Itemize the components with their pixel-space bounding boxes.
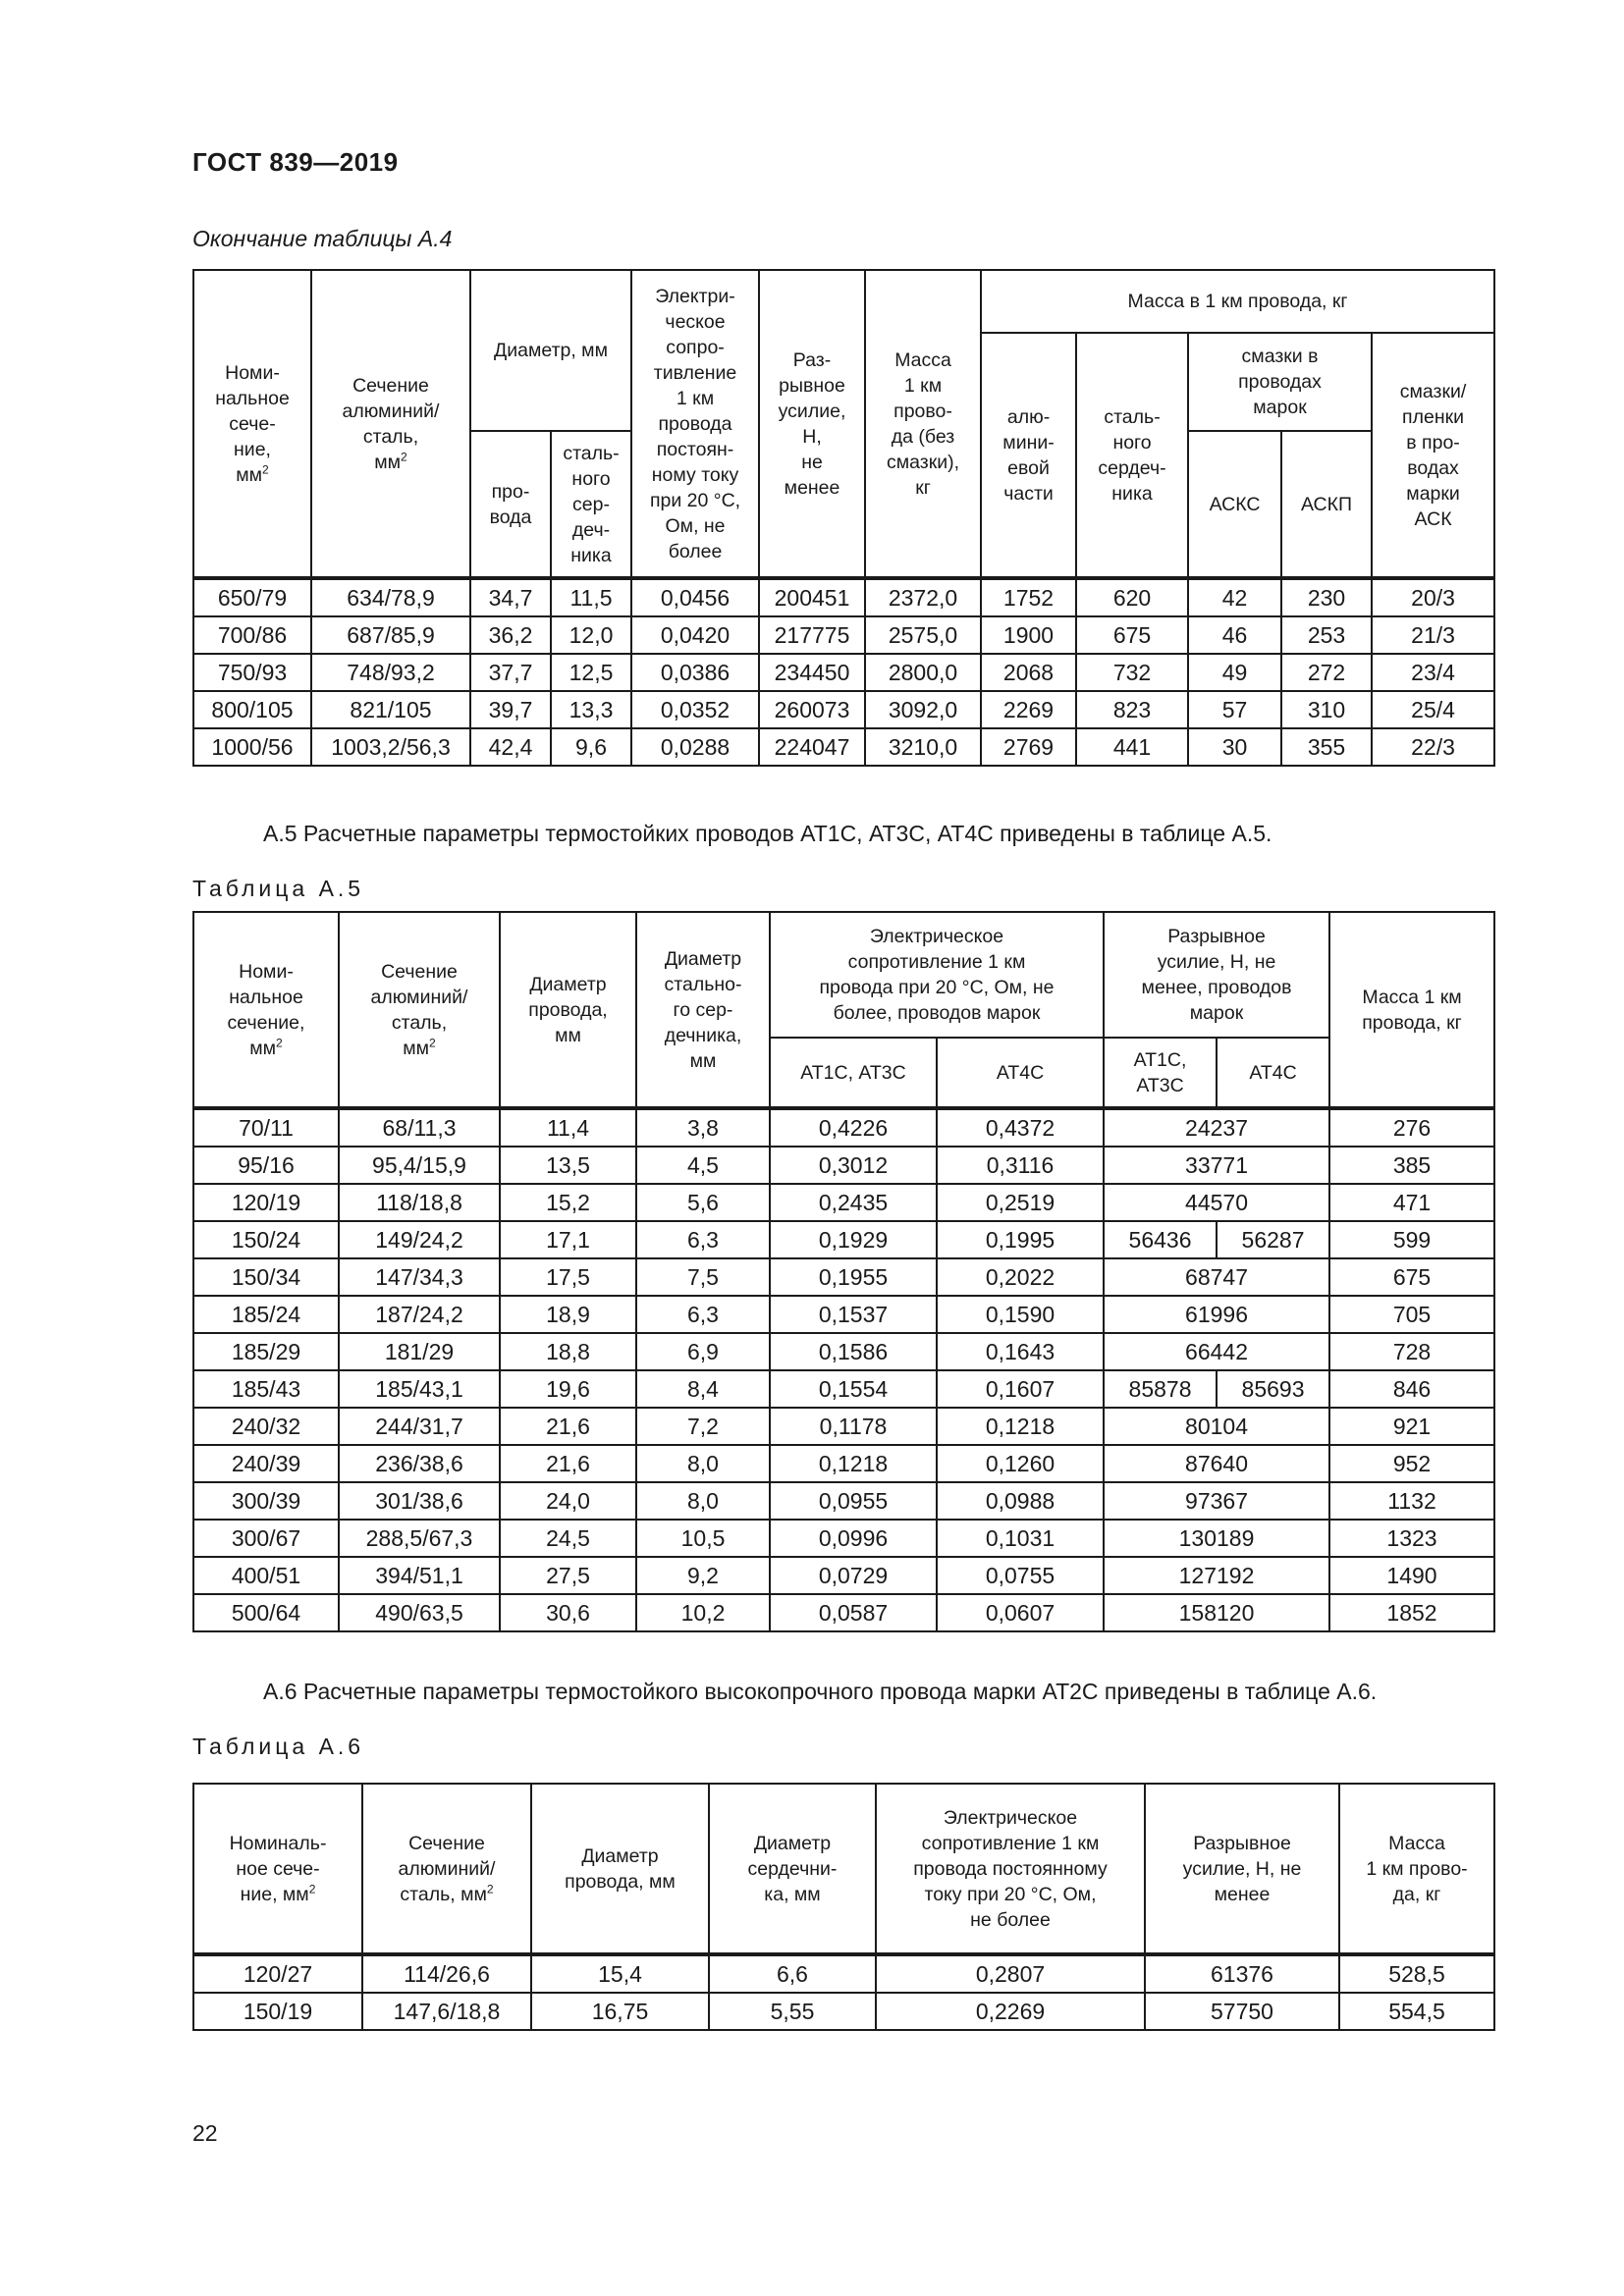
header-mass-steel-core: сталь- ного сердеч- ника xyxy=(1076,333,1188,578)
table-row xyxy=(193,578,1494,616)
table-cell: 921 xyxy=(1329,1408,1494,1445)
table-cell: 4,5 xyxy=(636,1147,770,1184)
table-cell: 0,3116 xyxy=(937,1147,1104,1184)
table-continuation-caption: Окончание таблицы А.4 xyxy=(192,226,453,251)
table-cell: 230 xyxy=(1281,578,1372,616)
table-cell: 185/43,1 xyxy=(339,1370,500,1408)
header-resistance-at4c: АТ4С xyxy=(937,1038,1104,1108)
table-row xyxy=(193,1594,1494,1631)
paragraph-a5: А.5 Расчетные параметры термостойких проводов АТ1С, АТ3С, АТ4С приведены в таблице А.5. xyxy=(263,821,1272,846)
table-cell: 150/24 xyxy=(193,1221,339,1258)
table-cell: 44570 xyxy=(1104,1184,1329,1221)
table-cell: 6,6 xyxy=(709,1954,876,1993)
table-cell: 0,1218 xyxy=(770,1445,937,1482)
table-cell: 1490 xyxy=(1329,1557,1494,1594)
table-cell: 800/105 xyxy=(193,691,311,728)
table-cell: 11,4 xyxy=(500,1108,636,1147)
table-cell: 300/67 xyxy=(193,1520,339,1557)
table-cell: 185/24 xyxy=(193,1296,339,1333)
table-cell: 224047 xyxy=(759,728,865,766)
table-cell: 240/39 xyxy=(193,1445,339,1482)
header-resistance: Электри- ческое сопро- тивление 1 км провода постоян- ному току при 20 °С, Ом, не более xyxy=(631,270,759,578)
table-cell: 18,9 xyxy=(500,1296,636,1333)
table-cell: 400/51 xyxy=(193,1557,339,1594)
table-cell: 68/11,3 xyxy=(339,1108,500,1147)
table-cell: 385 xyxy=(1329,1147,1494,1184)
header-diameter-core: сталь- ного сер- деч- ника xyxy=(551,431,631,578)
table-cell: 705 xyxy=(1329,1296,1494,1333)
header-grease-asks: АСКС xyxy=(1188,431,1281,578)
header-diameter-wire: Диаметр провода, мм xyxy=(500,912,636,1108)
table-cell: 620 xyxy=(1076,578,1188,616)
header-diameter-wire: Диаметр провода, мм xyxy=(531,1784,709,1954)
table-cell: 732 xyxy=(1076,654,1188,691)
table-cell: 13,5 xyxy=(500,1147,636,1184)
table-cell: 750/93 xyxy=(193,654,311,691)
page-number: 22 xyxy=(192,2120,218,2146)
table-cell: 87640 xyxy=(1104,1445,1329,1482)
table-cell: 599 xyxy=(1329,1221,1494,1258)
table-cell: 0,1537 xyxy=(770,1296,937,1333)
table-cell: 9,6 xyxy=(551,728,631,766)
table-cell: 68747 xyxy=(1104,1258,1329,1296)
table-cell: 0,0386 xyxy=(631,654,759,691)
table-cell: 97367 xyxy=(1104,1482,1329,1520)
table-cell: 200451 xyxy=(759,578,865,616)
table-cell: 158120 xyxy=(1104,1594,1329,1631)
table-cell: 0,1643 xyxy=(937,1333,1104,1370)
table-cell: 130189 xyxy=(1104,1520,1329,1557)
table-cell: 61996 xyxy=(1104,1296,1329,1333)
header-breaking-force: Раз- рывное усилие, Н, не менее xyxy=(759,270,865,578)
table-cell: 952 xyxy=(1329,1445,1494,1482)
table-cell: 21/3 xyxy=(1372,616,1494,654)
table-cell: 0,2269 xyxy=(876,1993,1145,2030)
table-cell: 13,3 xyxy=(551,691,631,728)
table-cell: 9,2 xyxy=(636,1557,770,1594)
table-cell: 1323 xyxy=(1329,1520,1494,1557)
header-breaking-at4c: АТ4С xyxy=(1217,1038,1329,1108)
table-cell: 0,2807 xyxy=(876,1954,1145,1993)
header-resistance-at1c-at3c: АТ1С, АТ3С xyxy=(770,1038,937,1108)
table-cell: 57 xyxy=(1188,691,1281,728)
table-cell: 1000/56 xyxy=(193,728,311,766)
table-row xyxy=(193,654,1494,691)
header-mass: Масса 1 км прово- да, кг xyxy=(1339,1784,1494,1954)
table-cell: 185/29 xyxy=(193,1333,339,1370)
table-cell: 310 xyxy=(1281,691,1372,728)
table-cell: 34,7 xyxy=(470,578,551,616)
table-row xyxy=(193,1520,1494,1557)
table-cell: 24,0 xyxy=(500,1482,636,1520)
table-cell: 20/3 xyxy=(1372,578,1494,616)
table-cell: 0,0729 xyxy=(770,1557,937,1594)
table-cell: 0,1955 xyxy=(770,1258,937,1296)
table-cell: 1900 xyxy=(981,616,1076,654)
header-diameter-core: Диаметр стально- го сер- дечника, мм xyxy=(636,912,770,1108)
table-cell: 147/34,3 xyxy=(339,1258,500,1296)
table-cell: 2769 xyxy=(981,728,1076,766)
header-mass: Масса 1 км провода, кг xyxy=(1329,912,1494,1108)
table-cell: 276 xyxy=(1329,1108,1494,1147)
table-row xyxy=(193,691,1494,728)
table-cell: 23/4 xyxy=(1372,654,1494,691)
table-cell: 11,5 xyxy=(551,578,631,616)
table-row xyxy=(193,1557,1494,1594)
table-cell: 7,5 xyxy=(636,1258,770,1296)
table-cell: 30,6 xyxy=(500,1594,636,1631)
table-cell: 12,0 xyxy=(551,616,631,654)
table-cell: 17,5 xyxy=(500,1258,636,1296)
header-breaking-at1c-at3c: АТ1С, АТ3С xyxy=(1104,1038,1217,1108)
table-cell: 85878 xyxy=(1104,1370,1217,1408)
table-cell: 2372,0 xyxy=(865,578,981,616)
table-cell: 15,4 xyxy=(531,1954,709,1993)
table-cell: 150/19 xyxy=(193,1993,362,2030)
table-cell: 471 xyxy=(1329,1184,1494,1221)
table-cell: 21,6 xyxy=(500,1408,636,1445)
table-a6-label: Таблица А.6 xyxy=(192,1734,365,1759)
table-row xyxy=(193,1482,1494,1520)
table-cell: 30 xyxy=(1188,728,1281,766)
table-a4 xyxy=(192,269,1495,767)
table-cell: 5,6 xyxy=(636,1184,770,1221)
table-cell: 0,4372 xyxy=(937,1108,1104,1147)
table-cell: 8,0 xyxy=(636,1482,770,1520)
table-cell: 33771 xyxy=(1104,1147,1329,1184)
table-cell: 0,0587 xyxy=(770,1594,937,1631)
table-cell: 821/105 xyxy=(311,691,470,728)
table-cell: 3,8 xyxy=(636,1108,770,1147)
table-cell: 22/3 xyxy=(1372,728,1494,766)
header-cross-section: Сечение алюминий/ сталь, $мм^2$ xyxy=(311,270,470,578)
header-breaking-force: Разрывное усилие, Н, не менее xyxy=(1145,1784,1339,1954)
table-cell: 56287 xyxy=(1217,1221,1329,1258)
table-cell: 27,5 xyxy=(500,1557,636,1594)
table-cell: 80104 xyxy=(1104,1408,1329,1445)
table-cell: 0,0955 xyxy=(770,1482,937,1520)
table-cell: 57750 xyxy=(1145,1993,1339,2030)
table-cell: 0,1929 xyxy=(770,1221,937,1258)
table-cell: 217775 xyxy=(759,616,865,654)
table-row xyxy=(193,1108,1494,1147)
table-cell: 85693 xyxy=(1217,1370,1329,1408)
table-cell: 650/79 xyxy=(193,578,311,616)
table-cell: 46 xyxy=(1188,616,1281,654)
table-a6 xyxy=(192,1783,1495,2031)
header-grease-film: смазки/ пленки в про- водах марки АСК xyxy=(1372,333,1494,578)
header-resistance: Электрическое сопротивление 1 км провода постоянному току при 20 °С, Ом, не более xyxy=(876,1784,1145,1954)
table-cell: 15,2 xyxy=(500,1184,636,1221)
table-cell: 823 xyxy=(1076,691,1188,728)
table-cell: 355 xyxy=(1281,728,1372,766)
table-row xyxy=(193,1333,1494,1370)
table-cell: 0,1607 xyxy=(937,1370,1104,1408)
table-cell: 0,1031 xyxy=(937,1520,1104,1557)
table-cell: 61376 xyxy=(1145,1954,1339,1993)
table-cell: 25/4 xyxy=(1372,691,1494,728)
table-cell: 554,5 xyxy=(1339,1993,1494,2030)
table-cell: 114/26,6 xyxy=(362,1954,531,1993)
table-cell: 0,1218 xyxy=(937,1408,1104,1445)
header-diameter: Диаметр, мм xyxy=(470,270,631,431)
header-cross-section: Сечение алюминий/ сталь, $мм^2$ xyxy=(362,1784,531,1954)
table-cell: 0,1586 xyxy=(770,1333,937,1370)
table-cell: 528,5 xyxy=(1339,1954,1494,1993)
table-cell: 0,1590 xyxy=(937,1296,1104,1333)
table-cell: 490/63,5 xyxy=(339,1594,500,1631)
table-cell: 6,3 xyxy=(636,1221,770,1258)
table-cell: 1132 xyxy=(1329,1482,1494,1520)
table-cell: 0,1178 xyxy=(770,1408,937,1445)
table-row xyxy=(193,1370,1494,1408)
table-cell: 0,4226 xyxy=(770,1108,937,1147)
table-row xyxy=(193,1221,1494,1258)
header-mass-group: Масса в 1 км провода, кг xyxy=(981,270,1494,333)
table-a5-label: Таблица А.5 xyxy=(192,876,365,901)
header-mass-total: Масса 1 км прово- да (без смазки), кг xyxy=(865,270,981,578)
table-cell: 42,4 xyxy=(470,728,551,766)
table-row xyxy=(193,728,1494,766)
table-row xyxy=(193,616,1494,654)
table-cell: 2575,0 xyxy=(865,616,981,654)
table-cell: 36,2 xyxy=(470,616,551,654)
table-cell: 8,4 xyxy=(636,1370,770,1408)
table-cell: 1852 xyxy=(1329,1594,1494,1631)
table-cell: 3092,0 xyxy=(865,691,981,728)
table-cell: 120/27 xyxy=(193,1954,362,1993)
table-cell: 675 xyxy=(1076,616,1188,654)
table-cell: 0,3012 xyxy=(770,1147,937,1184)
table-cell: 18,8 xyxy=(500,1333,636,1370)
table-cell: 10,5 xyxy=(636,1520,770,1557)
header-mass-aluminium: алю- мини- евой части xyxy=(981,333,1076,578)
table-cell: 42 xyxy=(1188,578,1281,616)
table-cell: 1752 xyxy=(981,578,1076,616)
table-cell: 253 xyxy=(1281,616,1372,654)
document-header: ГОСТ 839—2019 xyxy=(192,147,399,177)
table-cell: 95,4/15,9 xyxy=(339,1147,500,1184)
header-grease-askp: АСКП xyxy=(1281,431,1372,578)
header-resistance: Электрическое сопротивление 1 км провода при 20 °С, Ом, не более, проводов марок xyxy=(770,912,1104,1038)
table-cell: 8,0 xyxy=(636,1445,770,1482)
table-cell: 3210,0 xyxy=(865,728,981,766)
table-cell: 0,0996 xyxy=(770,1520,937,1557)
table-cell: 700/86 xyxy=(193,616,311,654)
table-cell: 149/24,2 xyxy=(339,1221,500,1258)
table-cell: 127192 xyxy=(1104,1557,1329,1594)
table-cell: 675 xyxy=(1329,1258,1494,1296)
table-cell: 0,0352 xyxy=(631,691,759,728)
header-grease-group: смазки в проводах марок xyxy=(1188,333,1372,431)
header-nominal-section: Номи- нальное сечение, $мм^2$ xyxy=(193,912,339,1108)
table-cell: 728 xyxy=(1329,1333,1494,1370)
table-cell: 147,6/18,8 xyxy=(362,1993,531,2030)
header-nominal-section: Номиналь- ное сече- ние, $мм^2$ xyxy=(193,1784,362,1954)
table-cell: 7,2 xyxy=(636,1408,770,1445)
table-cell: 394/51,1 xyxy=(339,1557,500,1594)
table-cell: 0,1554 xyxy=(770,1370,937,1408)
table-cell: 260073 xyxy=(759,691,865,728)
table-cell: 118/18,8 xyxy=(339,1184,500,1221)
table-cell: 0,0420 xyxy=(631,616,759,654)
table-a5 xyxy=(192,911,1495,1632)
table-cell: 300/39 xyxy=(193,1482,339,1520)
table-cell: 6,3 xyxy=(636,1296,770,1333)
table-row xyxy=(193,1296,1494,1333)
table-cell: 10,2 xyxy=(636,1594,770,1631)
paragraph-a6: А.6 Расчетные параметры термостойкого высокопрочного провода марки АТ2С приведены в таблице А.6. xyxy=(263,1679,1378,1704)
table-cell: 2800,0 xyxy=(865,654,981,691)
header-diameter-core: Диаметр сердечни- ка, мм xyxy=(709,1784,876,1954)
table-row xyxy=(193,1184,1494,1221)
table-cell: 441 xyxy=(1076,728,1188,766)
table-cell: 187/24,2 xyxy=(339,1296,500,1333)
table-cell: 5,55 xyxy=(709,1993,876,2030)
table-cell: 2269 xyxy=(981,691,1076,728)
table-cell: 181/29 xyxy=(339,1333,500,1370)
table-cell: 37,7 xyxy=(470,654,551,691)
table-row xyxy=(193,1445,1494,1482)
table-cell: 0,0607 xyxy=(937,1594,1104,1631)
table-cell: 120/19 xyxy=(193,1184,339,1221)
table-cell: 56436 xyxy=(1104,1221,1217,1258)
table-cell: 24,5 xyxy=(500,1520,636,1557)
table-cell: 0,2435 xyxy=(770,1184,937,1221)
table-cell: 288,5/67,3 xyxy=(339,1520,500,1557)
table-cell: 846 xyxy=(1329,1370,1494,1408)
table-cell: 244/31,7 xyxy=(339,1408,500,1445)
table-cell: 687/85,9 xyxy=(311,616,470,654)
table-cell: 0,1260 xyxy=(937,1445,1104,1482)
table-cell: 236/38,6 xyxy=(339,1445,500,1482)
table-cell: 272 xyxy=(1281,654,1372,691)
table-cell: 17,1 xyxy=(500,1221,636,1258)
table-cell: 2068 xyxy=(981,654,1076,691)
table-cell: 19,6 xyxy=(500,1370,636,1408)
table-row xyxy=(193,1258,1494,1296)
table-cell: 21,6 xyxy=(500,1445,636,1482)
header-cross-section: Сечение алюминий/ сталь, $мм^2$ xyxy=(339,912,500,1108)
header-breaking-force: Разрывное усилие, Н, не менее, проводов марок xyxy=(1104,912,1329,1038)
table-cell: 12,5 xyxy=(551,654,631,691)
table-cell: 49 xyxy=(1188,654,1281,691)
table-cell: 0,0988 xyxy=(937,1482,1104,1520)
table-cell: 234450 xyxy=(759,654,865,691)
table-cell: 39,7 xyxy=(470,691,551,728)
table-row xyxy=(193,1993,1494,2030)
table-cell: 240/32 xyxy=(193,1408,339,1445)
table-cell: 301/38,6 xyxy=(339,1482,500,1520)
table-row xyxy=(193,1954,1494,1993)
table-cell: 748/93,2 xyxy=(311,654,470,691)
table-cell: 0,2519 xyxy=(937,1184,1104,1221)
header-nominal-section: Номи- нальное сече- ние, $мм^2$ xyxy=(193,270,311,578)
table-cell: 634/78,9 xyxy=(311,578,470,616)
table-cell: 66442 xyxy=(1104,1333,1329,1370)
table-cell: 0,0288 xyxy=(631,728,759,766)
table-cell: 0,0755 xyxy=(937,1557,1104,1594)
table-cell: 150/34 xyxy=(193,1258,339,1296)
table-cell: 16,75 xyxy=(531,1993,709,2030)
table-cell: 185/43 xyxy=(193,1370,339,1408)
table-cell: 24237 xyxy=(1104,1108,1329,1147)
table-row xyxy=(193,1147,1494,1184)
table-row xyxy=(193,1408,1494,1445)
table-cell: 0,1995 xyxy=(937,1221,1104,1258)
header-diameter-wire: про- вода xyxy=(470,431,551,578)
table-cell: 70/11 xyxy=(193,1108,339,1147)
table-cell: 500/64 xyxy=(193,1594,339,1631)
table-cell: 0,0456 xyxy=(631,578,759,616)
table-cell: 6,9 xyxy=(636,1333,770,1370)
table-cell: 1003,2/56,3 xyxy=(311,728,470,766)
table-cell: 0,2022 xyxy=(937,1258,1104,1296)
table-cell: 95/16 xyxy=(193,1147,339,1184)
